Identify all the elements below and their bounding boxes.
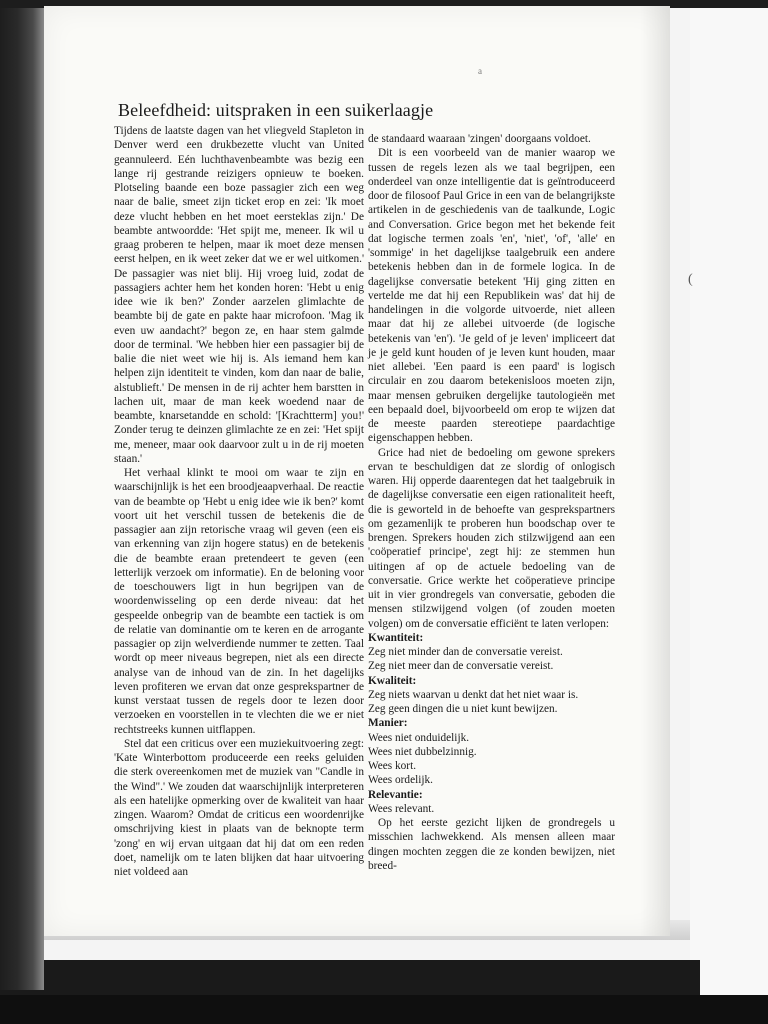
page-curl-shadow bbox=[640, 6, 670, 936]
margin-mark: ( bbox=[688, 272, 693, 287]
maxim-rule: Zeg niet meer dan de conversatie vereist. bbox=[368, 660, 554, 673]
right-column bbox=[368, 132, 615, 873]
maxim-heading-quality: Kwaliteit: bbox=[368, 674, 417, 687]
paragraph-continuation: de standaard waaraan 'zingen' doorgaans voldoet. bbox=[368, 133, 591, 145]
left-column bbox=[114, 124, 364, 879]
maxim-rule: Wees niet onduidelijk. bbox=[368, 731, 470, 744]
maxim-rule: Zeg niet minder dan de conversatie vereist. bbox=[368, 646, 563, 658]
scanner-shadow-left bbox=[0, 0, 44, 990]
paragraph: Stel dat een criticus over een muziekuitvoering zegt: 'Kate Winterbottom produceerde een reeks geluiden die sterk overeenkomen met de muziek van "Candle in the Wind".' We zouden dat waarschijnlijk interpreteren als een hatelijke opmerking over de kwaliteit van haar zingen. Waarom? Omdat de criticus een woordenrijke omschrijving kiest in plaats van de beknopte term 'zong' en wij ervan uitgaan dat hij dat om een reden doet, namelijk om te laten blijken dat haar uitvoering niet voldeed aan bbox=[114, 737, 364, 878]
maxim-rule: Wees relevant. bbox=[368, 802, 435, 815]
maxim-heading-quantity: Kwantiteit: bbox=[368, 631, 424, 644]
paragraph: Dit is een voorbeeld van de manier waarop we tussen de regels lezen als we taal begrijpen, een onderdeel van onze intelligentie dat is geïntroduceerd door de filosoof Paul Grice in een van de belangrijkste artikelen in de geschiedenis van de taalkunde, Logic and Conversation. Grice begon met het bekende feit dat logische termen zoals 'en', 'niet', 'of', 'alle' en 'sommige' in het dagelijkse taalgebruik een andere betekenis hebben dan in de formele logica. In de dagelijkse conversatie betekent 'Hij ging zitten en vertelde me dat hij een Republikein was' dat hij de handelingen in die volgorde uitvoerde, niet alleen maar dat hij ze allebei uitvoerde (de logische betekenis van 'en'). 'Je geld of je leven' impliceert dat je je geld kunt houden of je leven kunt houden, maar niet allebei. 'Een paard is een paard' is logisch circulair en zou daarom betekenisloos moeten zijn, maar mensen gebruiken dergelijke tautologieën met een bepaald doel, bijvoorbeeld om erop te wijzen dat de meeste paarden stereotiepe paardachtige eigenschappen hebben. bbox=[368, 147, 615, 445]
paragraph: Het verhaal klinkt te mooi om waar te zijn en waarschijnlijk is het een broodjeaapverhaal. De reactie van de beambte op 'Hebt u enig idee wie ik ben?' komt voort uit het verschil tussen de betekenis die de passagier aan zijn retorische vraag wil geven (een eis van erkenning van zijn hogere status) en de betekenis die de beambte eraan pretendeert te geven (een letterlijk verzoek om informatie). En de beloning voor de toeschouwers ligt in hun begrijpen van de woordenwisseling op een derde niveau: dat het gespeelde onbegrip van de beambte een tactiek is om de relatie van dominantie om te keren en de arrogante passagier op zijn welverdiende nummer te zetten. Taal wordt op meer niveaus begrepen, niet als een directe analyse van de inhoud van de zin. In het dagelijks leven profiteren we ervan dat onze gesprekspartner de kunst verstaat tussen de regels door te lezen door verzoeken en voorstellen in te vlechten die we er niet rechtstreeks kunnen uitflappen. bbox=[114, 467, 364, 736]
maxim-heading-relevance: Relevantie: bbox=[368, 788, 423, 801]
maxim-rule: Zeg geen dingen die u niet kunt bewijzen. bbox=[368, 703, 558, 715]
paragraph: Grice had niet de bedoeling om gewone sprekers ervan te beschuldigen dat ze slordig of onlogisch waren. Hij opperde daarentegen dat het taalgebruik in de dagelijkse conversatie een eigen rationaliteit heeft, die is geworteld in de behoefte van gesprekspartners om gezamenlijk te proberen hun boodschap over te brengen. Sprekers houden zich stilzwijgend aan een 'coöperatief principe', zegt hij: ze stemmen hun uitingen af op de actuele bedoeling van de conversatie. Grice werkte het coöperatieve principe uit in vier grondregels van conversatie, geboden die mensen stilzwijgend volgen (of zouden moeten volgen) om de conversatie efficiënt te laten verlopen: bbox=[368, 446, 615, 630]
maxim-rule: Wees niet dubbelzinnig. bbox=[368, 745, 477, 758]
maxim-heading-manner: Manier: bbox=[368, 717, 408, 730]
page-mark: a bbox=[478, 66, 482, 76]
scanner-shadow-strip bbox=[0, 995, 768, 1024]
maxim-rule: Wees kort. bbox=[368, 760, 417, 772]
scanner-margin-right bbox=[690, 0, 768, 1024]
paragraph: Tijdens de laatste dagen van het vliegveld Stapleton in Denver werd een drukbezette vlucht van United geannuleerd. Eén luchthavenbeambte was bezig een lange rij gestrande reizigers opnieuw te boeken. Plotseling baande een boze passagier zich een weg naar de balie, smeet zijn ticket erop en zei: 'Ik moet deze vlucht hebben en het moet eersteklas zijn.' De beambte antwoordde: 'Het spijt me, meneer. Ik wil u graag proberen te helpen, maar ik moet deze mensen eerst helpen, en ik weet zeker dat we er wel uitkomen.' De passagier was niet blij. Hij vroeg luid, zodat de passagiers achter hem het konden horen: 'Hebt u enig idee wie ik ben?' Zonder aarzelen glimlachte de beambte bij de gate en pakte haar microfoon. 'Mag ik even uw aandacht?' begon ze, en haar stem galmde door de terminal. 'We hebben hier een passagier bij de balie die niet weet wie hij is. Als iemand hem kan helpen zijn identiteit te vinden, kom dan naar de balie, alstublieft.' De mensen in de rij achter hem barstten in lachen uit, maar de man keek woedend naar de beambte, knarsetandde en schold: '[Krachtterm] you!' Zonder terug te deinzen glimlachte ze en zei: 'Het spijt me, meneer, maar ook daarvoor zult u in de rij moeten staan.' bbox=[114, 125, 364, 465]
maxim-rule: Zeg niets waarvan u denkt dat het niet waar is. bbox=[368, 688, 579, 701]
paragraph: Op het eerste gezicht lijken de grondregels u misschien lachwekkend. Als mensen alleen maar dingen mochten zeggen die ze konden bewijzen, niet breed- bbox=[368, 817, 615, 872]
article-title: Beleefdheid: uitspraken in een suikerlaagje bbox=[118, 100, 434, 120]
maxim-rule: Wees ordelijk. bbox=[368, 774, 433, 787]
